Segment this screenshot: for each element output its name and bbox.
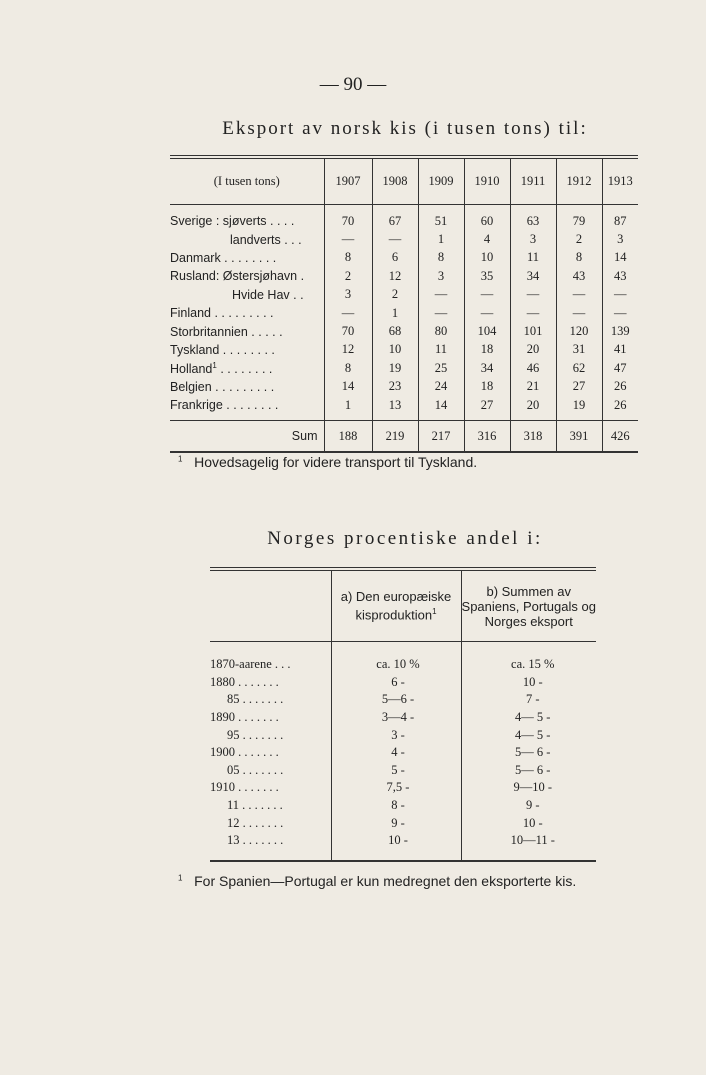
cell: 26 — [602, 378, 638, 396]
cell: 14 — [418, 396, 464, 421]
cell: — — [418, 286, 464, 304]
cell: — — [556, 304, 602, 322]
cell: — — [464, 286, 510, 304]
table-row — [210, 744, 596, 762]
share-b: 10 - — [461, 814, 596, 832]
year-header: 1911 — [510, 157, 556, 205]
country-label: Tyskland . . . . . . . . — [170, 342, 275, 357]
sum-cell: 188 — [324, 421, 372, 453]
cell: 34 — [510, 267, 556, 285]
table-row — [170, 359, 638, 377]
country-label: Finland . . . . . . . . . — [170, 306, 274, 321]
cell: — — [372, 230, 418, 248]
cell: 62 — [556, 359, 602, 377]
share-a: 6 - — [331, 674, 461, 692]
cell: 19 — [556, 396, 602, 421]
table-row — [210, 814, 596, 832]
cell: 14 — [602, 249, 638, 267]
cell: 8 — [324, 359, 372, 377]
cell: 20 — [510, 396, 556, 421]
table-row — [170, 249, 638, 267]
cell: 63 — [510, 205, 556, 231]
cell: 3 — [602, 230, 638, 248]
cell: 10 — [372, 341, 418, 359]
cell: — — [602, 304, 638, 322]
cell: 70 — [324, 205, 372, 231]
footnote-marker: 1 — [432, 607, 437, 617]
table-row — [170, 267, 638, 285]
cell: 11 — [510, 249, 556, 267]
table-row — [210, 642, 596, 674]
cell: 20 — [510, 341, 556, 359]
cell: 11 — [418, 341, 464, 359]
footnote-marker: 1 — [212, 360, 217, 370]
col-b-header: b) Summen av Spaniens, Portugals og Norges eksport — [461, 569, 596, 642]
share-b: 7 - — [461, 691, 596, 709]
period-label: 1910 . . . . . . . — [210, 780, 279, 795]
table-row — [170, 322, 638, 340]
cell: 67 — [372, 205, 418, 231]
table-row — [170, 341, 638, 359]
sum-cell: 426 — [602, 421, 638, 453]
cell: 2 — [556, 230, 602, 248]
sum-cell: 219 — [372, 421, 418, 453]
table2-footnote — [178, 873, 576, 889]
year-header: 1910 — [464, 157, 510, 205]
share-b: ca. 15 % — [461, 642, 596, 674]
share-b: 5— 6 - — [461, 762, 596, 780]
cell: 3 — [418, 267, 464, 285]
cell: 1 — [324, 396, 372, 421]
cell: 1 — [372, 304, 418, 322]
cell: 8 — [418, 249, 464, 267]
table1-footnote — [178, 454, 477, 470]
cell: 27 — [464, 396, 510, 421]
cell: 46 — [510, 359, 556, 377]
cell: 24 — [418, 378, 464, 396]
export-table — [170, 155, 638, 453]
cell: 8 — [556, 249, 602, 267]
country-label: Frankrige . . . . . . . . — [170, 398, 279, 413]
cell: 12 — [324, 341, 372, 359]
cell: 25 — [418, 359, 464, 377]
period-label: 85 . . . . . . . — [227, 692, 284, 707]
cell: 27 — [556, 378, 602, 396]
table1-title: Eksport av norsk kis (i tusen tons) til: — [222, 118, 588, 139]
blank-header — [210, 569, 331, 642]
cell: 3 — [324, 286, 372, 304]
share-table-header — [210, 569, 596, 642]
share-b: 5— 6 - — [461, 744, 596, 762]
cell: — — [510, 286, 556, 304]
cell: — — [510, 304, 556, 322]
cell: 104 — [464, 322, 510, 340]
period-label: 11 . . . . . . . — [227, 798, 283, 813]
sum-cell: 316 — [464, 421, 510, 453]
cell: 70 — [324, 322, 372, 340]
cell: — — [602, 286, 638, 304]
cell: 1 — [418, 230, 464, 248]
table-row — [210, 709, 596, 727]
cell: 41 — [602, 341, 638, 359]
sum-cell: 391 — [556, 421, 602, 453]
country-label: landverts . . . — [230, 232, 302, 247]
cell: 18 — [464, 341, 510, 359]
table-row — [210, 797, 596, 815]
country-label: Hvide Hav . . — [232, 287, 304, 302]
country-label: Belgien . . . . . . . . . — [170, 379, 275, 394]
table-row — [170, 304, 638, 322]
cell: 23 — [372, 378, 418, 396]
export-table-header — [170, 157, 638, 205]
share-a: 5—6 - — [331, 691, 461, 709]
sum-row — [170, 421, 638, 453]
cell: 120 — [556, 322, 602, 340]
year-header: 1908 — [372, 157, 418, 205]
cell: — — [464, 304, 510, 322]
cell: — — [324, 304, 372, 322]
table-row — [210, 832, 596, 861]
cell: 43 — [556, 267, 602, 285]
share-b: 10 - — [461, 674, 596, 692]
period-label: 12 . . . . . . . — [227, 815, 284, 830]
sum-cell: 318 — [510, 421, 556, 453]
share-a: 4 - — [331, 744, 461, 762]
cell: 43 — [602, 267, 638, 285]
cell: 35 — [464, 267, 510, 285]
share-b: 4— 5 - — [461, 709, 596, 727]
table-row — [170, 286, 638, 304]
footnote-text: For Spanien—Portugal er kun medregnet den eksporterte kis. — [194, 873, 577, 889]
cell: 6 — [372, 249, 418, 267]
share-a: 7,5 - — [331, 779, 461, 797]
cell: 47 — [602, 359, 638, 377]
cell: 18 — [464, 378, 510, 396]
cell: — — [556, 286, 602, 304]
table2-title: Norges procentiske andel i: — [267, 528, 543, 549]
period-label: 05 . . . . . . . — [227, 762, 284, 777]
table-row — [210, 674, 596, 692]
share-b: 4— 5 - — [461, 726, 596, 744]
cell: 31 — [556, 341, 602, 359]
period-label: 95 . . . . . . . — [227, 727, 284, 742]
share-a: 3 - — [331, 726, 461, 744]
year-header: 1912 — [556, 157, 602, 205]
cell: 13 — [372, 396, 418, 421]
year-header: 1907 — [324, 157, 372, 205]
cell: 139 — [602, 322, 638, 340]
cell: 51 — [418, 205, 464, 231]
table-row — [170, 205, 638, 231]
footnote-marker: 1 — [178, 454, 183, 464]
cell: 8 — [324, 249, 372, 267]
table-row — [210, 726, 596, 744]
table-row — [170, 378, 638, 396]
footnote-text: Hovedsagelig for videre transport til Tyskland. — [194, 454, 478, 470]
holland-label: Holland — [170, 361, 213, 376]
cell: 3 — [510, 230, 556, 248]
sum-label: Sum — [170, 421, 324, 453]
table-row — [170, 230, 638, 248]
share-b: 9 - — [461, 797, 596, 815]
cell: 2 — [324, 267, 372, 285]
table-row — [210, 762, 596, 780]
country-label: Storbritannien . . . . . — [170, 324, 283, 339]
cell: 10 — [464, 249, 510, 267]
sum-cell: 217 — [418, 421, 464, 453]
period-label: 1870-aarene . . . — [210, 657, 291, 672]
cell: 101 — [510, 322, 556, 340]
cell: — — [418, 304, 464, 322]
country-label: Danmark . . . . . . . . — [170, 250, 277, 265]
share-a: 9 - — [331, 814, 461, 832]
period-label: 1900 . . . . . . . — [210, 745, 279, 760]
table-row — [210, 779, 596, 797]
header-label: (I tusen tons) — [170, 157, 324, 205]
cell: 19 — [372, 359, 418, 377]
period-label: 13 . . . . . . . — [210, 832, 331, 861]
share-a: ca. 10 % — [331, 642, 461, 674]
cell: 26 — [602, 396, 638, 421]
year-header: 1909 — [418, 157, 464, 205]
table-row — [170, 396, 638, 421]
cell: 14 — [324, 378, 372, 396]
share-a: 8 - — [331, 797, 461, 815]
share-a: 5 - — [331, 762, 461, 780]
cell: 79 — [556, 205, 602, 231]
cell: 21 — [510, 378, 556, 396]
table-row — [210, 691, 596, 709]
cell: 60 — [464, 205, 510, 231]
share-a: 3—4 - — [331, 709, 461, 727]
cell: 80 — [418, 322, 464, 340]
period-label: 1880 . . . . . . . — [210, 674, 279, 689]
cell: 34 — [464, 359, 510, 377]
country-label: Rusland: Østersjøhavn . — [170, 269, 305, 284]
country-label — [170, 359, 324, 377]
share-b: 10—11 - — [461, 832, 596, 861]
share-a: 10 - — [331, 832, 461, 861]
col-a-header — [331, 569, 461, 642]
cell: 4 — [464, 230, 510, 248]
leader-dots: . . . . . . . . — [216, 361, 273, 376]
period-label: 1890 . . . . . . . — [210, 710, 279, 725]
cell: 68 — [372, 322, 418, 340]
cell: 12 — [372, 267, 418, 285]
share-b: 9—10 - — [461, 779, 596, 797]
page-number: — 90 — — [319, 74, 387, 95]
cell: 2 — [372, 286, 418, 304]
country-label: Sverige : sjøverts . . . . — [170, 214, 295, 229]
col-a-header-text: a) Den europæiske kisproduktion — [340, 589, 452, 623]
share-table — [210, 567, 596, 862]
cell: 87 — [602, 205, 638, 231]
footnote-marker: 1 — [178, 873, 183, 883]
year-header: 1913 — [602, 157, 638, 205]
cell: — — [324, 230, 372, 248]
